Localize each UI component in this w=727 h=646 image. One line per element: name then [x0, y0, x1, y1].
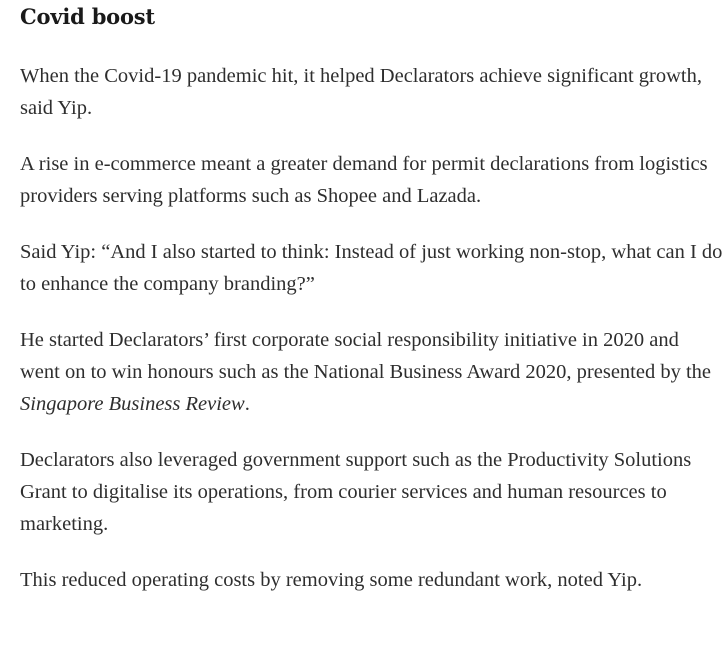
paragraph-ecommerce-demand: A rise in e-commerce meant a greater demand for permit declarations from logistics providers serving platforms such as Shopee and Lazada.	[20, 153, 708, 207]
paragraph-csr-award-text: He started Declarators’ first corporate social responsibility initiative in 2020 and went on to win honours such as the National Business Award 2020, presented by the	[20, 329, 712, 383]
paragraph-csr-award-end: .	[244, 393, 250, 415]
paragraph-reduced-costs: This reduced operating costs by removing some redundant work, noted Yip.	[20, 569, 643, 591]
paragraph-covid-growth: When the Covid-19 pandemic hit, it helped Declarators achieve significant growth, said Yip.	[20, 65, 702, 119]
paragraph-government-support: Declarators also leveraged government support such as the Productivity Solutions Grant to digitalise its operations, from courier services and human resources to marketing.	[20, 449, 692, 535]
section-heading: Covid boost	[20, 4, 155, 29]
paragraph-branding-quote: Said Yip: “And I also started to think: Instead of just working non-stop, what can I do to enhance the company branding?”	[20, 241, 723, 295]
article-body	[20, 0, 723, 591]
publication-name: Singapore Business Review	[20, 393, 245, 415]
paragraph-csr-award	[20, 324, 720, 420]
